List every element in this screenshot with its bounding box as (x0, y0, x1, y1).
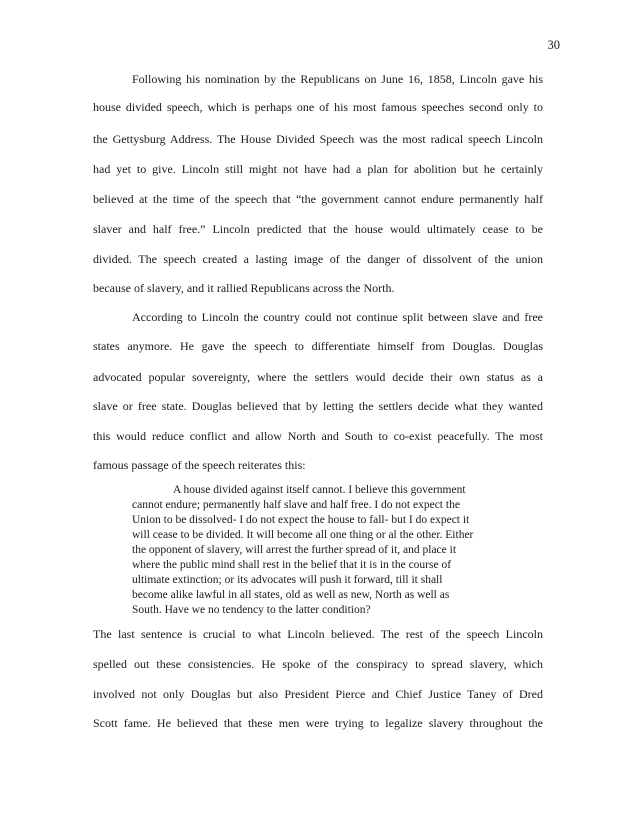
block-quote-line: ultimate extinction; or its advocates will push it forward, till it shall (132, 574, 443, 586)
paragraph-line: Following his nomination by the Republicans on June 16, 1858, Lincoln gave his (132, 72, 543, 86)
block-quote-line: South. Have we no tendency to the latter condition? (132, 604, 371, 616)
paragraph-line: because of slavery, and it rallied Republicans across the North. (93, 281, 395, 295)
page-number: 30 (547, 38, 560, 52)
paragraph-line: this would reduce conflict and allow North and South to co-exist peacefully. The most (93, 429, 543, 443)
paragraph-line: had yet to give. Lincoln still might not have had a plan for abolition but he certainly (93, 162, 543, 176)
paragraph-line: Scott fame. He believed that these men were trying to legalize slavery throughout the (93, 716, 543, 730)
block-quote-line: the opponent of slavery, will arrest the further spread of it, and place it (132, 544, 457, 556)
paragraph-line: the Gettysburg Address. The House Divided Speech was the most radical speech Lincoln (93, 132, 543, 146)
block-quote-line: where the public mind shall rest in the belief that it is in the course of (132, 559, 452, 571)
paragraph-line: divided. The speech created a lasting image of the danger of dissolvent of the union (93, 252, 543, 266)
paragraph-line: spelled out these consistencies. He spoke of the conspiracy to spread slavery, which (93, 657, 543, 671)
paragraph-line: believed at the time of the speech that “the government cannot endure permanently half (93, 192, 543, 206)
paragraph-line: house divided speech, which is perhaps one of his most famous speeches second only to (93, 100, 543, 114)
block-quote-line: A house divided against itself cannot. I believe this government (173, 484, 466, 496)
paragraph-line: famous passage of the speech reiterates this: (93, 458, 306, 472)
paragraph-line: According to Lincoln the country could not continue split between slave and free (132, 310, 543, 324)
paragraph-line: involved not only Douglas but also President Pierce and Chief Justice Taney of Dred (93, 687, 543, 701)
block-quote-line: become alike lawful in all states, old as well as new, North as well as (132, 589, 450, 601)
paragraph-line: slave or free state. Douglas believed that by letting the settlers decide what they wanted (93, 399, 543, 413)
paragraph-line: advocated popular sovereignty, where the settlers would decide their own status as a (93, 370, 543, 384)
paragraph-line: states anymore. He gave the speech to differentiate himself from Douglas. Douglas (93, 339, 543, 353)
block-quote-line: cannot endure; permanently half slave and half free. I do not expect the (132, 499, 460, 511)
paragraph-line: slaver and half free.” Lincoln predicted that the house would ultimately cease to be (93, 222, 543, 236)
block-quote-line: will cease to be divided. It will become all one thing or al the other. Either (132, 529, 474, 541)
paragraph-line: The last sentence is crucial to what Lincoln believed. The rest of the speech Lincoln (93, 627, 543, 641)
block-quote-line: Union to be dissolved- I do not expect the house to fall- but I do expect it (132, 514, 470, 526)
